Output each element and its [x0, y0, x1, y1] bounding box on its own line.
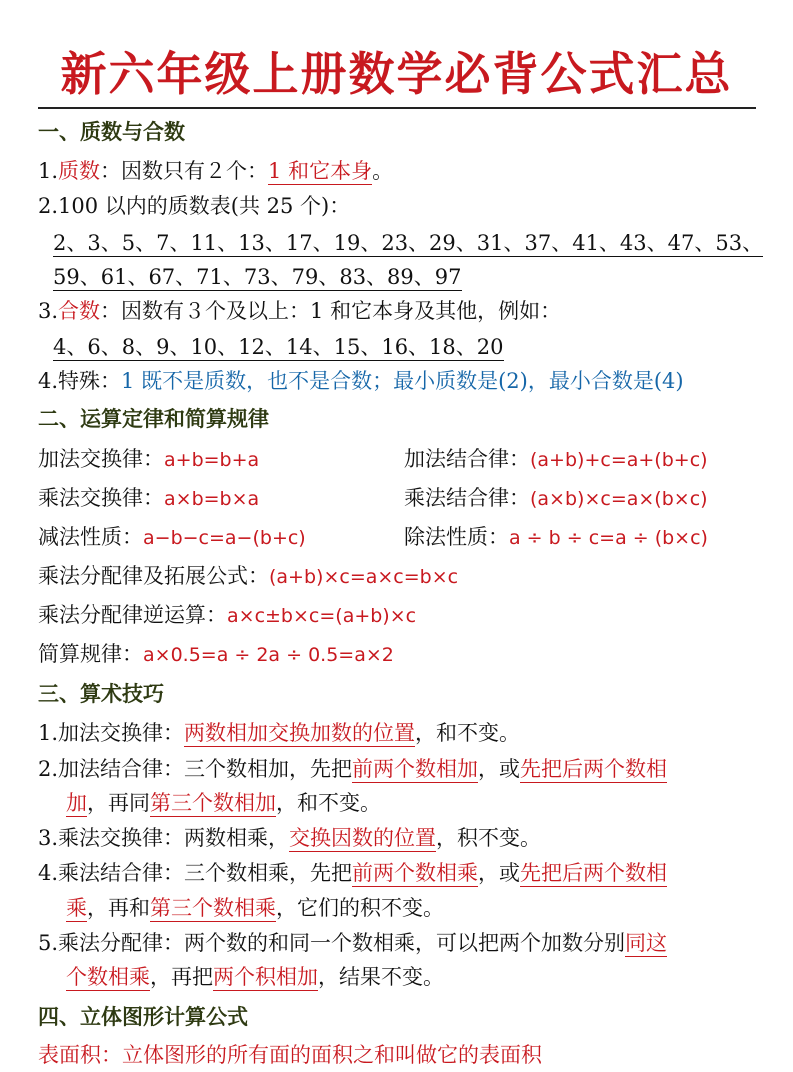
- law-label: 简算规律：: [38, 642, 143, 666]
- prime-table-title: 2.100 以内的质数表(共 25 个)：: [38, 194, 351, 218]
- law-label: 加法交换律：: [38, 447, 164, 471]
- title-divider: [38, 107, 756, 109]
- law-formula: a×b=b×a: [164, 488, 260, 510]
- text: ：因数有３个及以上：1 和它本身及其他，例如：: [100, 299, 562, 323]
- law-row-5: [38, 600, 416, 631]
- law-formula: (a+b)×c=a×c=b×c: [269, 566, 459, 588]
- tip-2-line-2: [66, 788, 381, 818]
- text: 5.乘法分配律：两个数的和同一个数相乘，可以把两个加数分别: [38, 931, 626, 955]
- law-row-4: [38, 561, 458, 592]
- text: ，积不变。: [436, 826, 542, 850]
- text: 1.加法交换律：: [38, 721, 185, 745]
- text: 。: [372, 159, 394, 183]
- item-number: 3.: [38, 299, 59, 323]
- text: 4.乘法结合律：三个数相乘，先把: [38, 861, 353, 885]
- law-row-1: [38, 444, 756, 475]
- key-phrase: 乘: [66, 896, 87, 920]
- section-1-heading: 一、质数与合数: [38, 119, 185, 144]
- text: ，和不变。: [415, 721, 521, 745]
- section-2-heading: 二、运算定律和简算规律: [38, 406, 269, 431]
- text: 2.加法结合律：三个数相加，先把: [38, 757, 353, 781]
- surface-area-definition: 表面积：立体图形的所有面的面积之和叫做它的表面积: [38, 1043, 542, 1067]
- tip-4-line-1: [38, 858, 667, 888]
- law-label: 除法性质：: [404, 525, 509, 549]
- law-label: 乘法分配律及拓展公式：: [38, 564, 269, 588]
- key-phrase: 前两个数相乘: [352, 861, 479, 885]
- text: 3.乘法交换律：两数相乘，: [38, 826, 290, 850]
- answer-blank: 1 和它本身: [268, 159, 373, 183]
- text: ，或: [478, 757, 521, 781]
- item-number: 1.: [38, 159, 59, 183]
- law-formula: a−b−c=a−(b+c): [143, 527, 306, 549]
- tip-5-line-2: [66, 962, 444, 992]
- key-phrase: 加: [66, 791, 87, 815]
- law-formula: a×0.5=a ÷ 2a ÷ 0.5=a×2: [143, 644, 394, 666]
- law-label: 乘法结合律：: [404, 486, 530, 510]
- key-phrase: 个数相乘: [66, 965, 150, 989]
- term-prime: 质数: [58, 159, 101, 183]
- prime-definition: [38, 156, 393, 186]
- key-phrase: 前两个数相加: [352, 757, 479, 781]
- key-phrase: 第三个数相乘: [150, 896, 276, 920]
- page-title: 新六年级上册数学必背公式汇总: [60, 47, 733, 101]
- tip-3: [38, 823, 541, 853]
- law-label: 加法结合律：: [404, 447, 530, 471]
- text: ，再把: [150, 965, 213, 989]
- special-note: [38, 366, 684, 396]
- tip-2-line-1: [38, 754, 667, 784]
- special-note-text: 1 既不是质数，也不是合数；最小质数是(2)，最小合数是(4): [121, 369, 684, 393]
- law-formula: a×c±b×c=(a+b)×c: [227, 605, 417, 627]
- tip-5-line-1: [38, 928, 667, 958]
- text: ，和不变。: [276, 791, 381, 815]
- section-4-heading: 四、立体图形计算公式: [38, 1004, 248, 1029]
- text: ，再同: [87, 791, 150, 815]
- key-phrase: 先把后两个数相: [520, 861, 668, 885]
- composite-list-text: 4、6、8、9、10、12、14、15、16、18、20: [53, 335, 504, 359]
- prime-list-2: [53, 262, 462, 292]
- law-label: 乘法分配律逆运算：: [38, 603, 227, 627]
- prime-list-text: 59、61、67、71、73、79、83、89、97: [53, 265, 462, 289]
- text: ：因数只有２个：: [100, 159, 269, 183]
- tip-4-line-2: [66, 893, 444, 923]
- law-label: 减法性质：: [38, 525, 143, 549]
- law-row-2: [38, 483, 756, 514]
- law-row-6: [38, 639, 394, 670]
- prime-list-text: 2、3、5、7、11、13、17、19、23、29、31、37、41、43、47、53、: [53, 231, 764, 255]
- text: ，再和: [87, 896, 150, 920]
- section-3-heading: 三、算术技巧: [38, 681, 164, 706]
- text: ，或: [478, 861, 521, 885]
- text: ，结果不变。: [318, 965, 444, 989]
- law-row-3: [38, 522, 756, 553]
- key-phrase: 同这: [625, 931, 668, 955]
- key-phrase: 交换因数的位置: [289, 826, 437, 850]
- law-formula: (a+b)+c=a+(b+c): [530, 449, 708, 471]
- composite-definition: [38, 296, 561, 326]
- composite-list: [53, 332, 504, 362]
- key-phrase: 两数相加交换加数的位置: [184, 721, 416, 745]
- key-phrase: 第三个数相加: [150, 791, 276, 815]
- term-composite: 合数: [58, 299, 101, 323]
- law-formula: (a×b)×c=a×(b×c): [530, 488, 708, 510]
- key-phrase: 先把后两个数相: [520, 757, 668, 781]
- text: 4.特殊：: [38, 369, 122, 393]
- key-phrase: 两个积相加: [213, 965, 318, 989]
- law-formula: a ÷ b ÷ c=a ÷ (b×c): [509, 527, 708, 549]
- law-formula: a+b=b+a: [164, 449, 260, 471]
- tip-1: [38, 718, 520, 748]
- prime-list-1: [53, 228, 763, 258]
- law-label: 乘法交换律：: [38, 486, 164, 510]
- text: ，它们的积不变。: [276, 896, 444, 920]
